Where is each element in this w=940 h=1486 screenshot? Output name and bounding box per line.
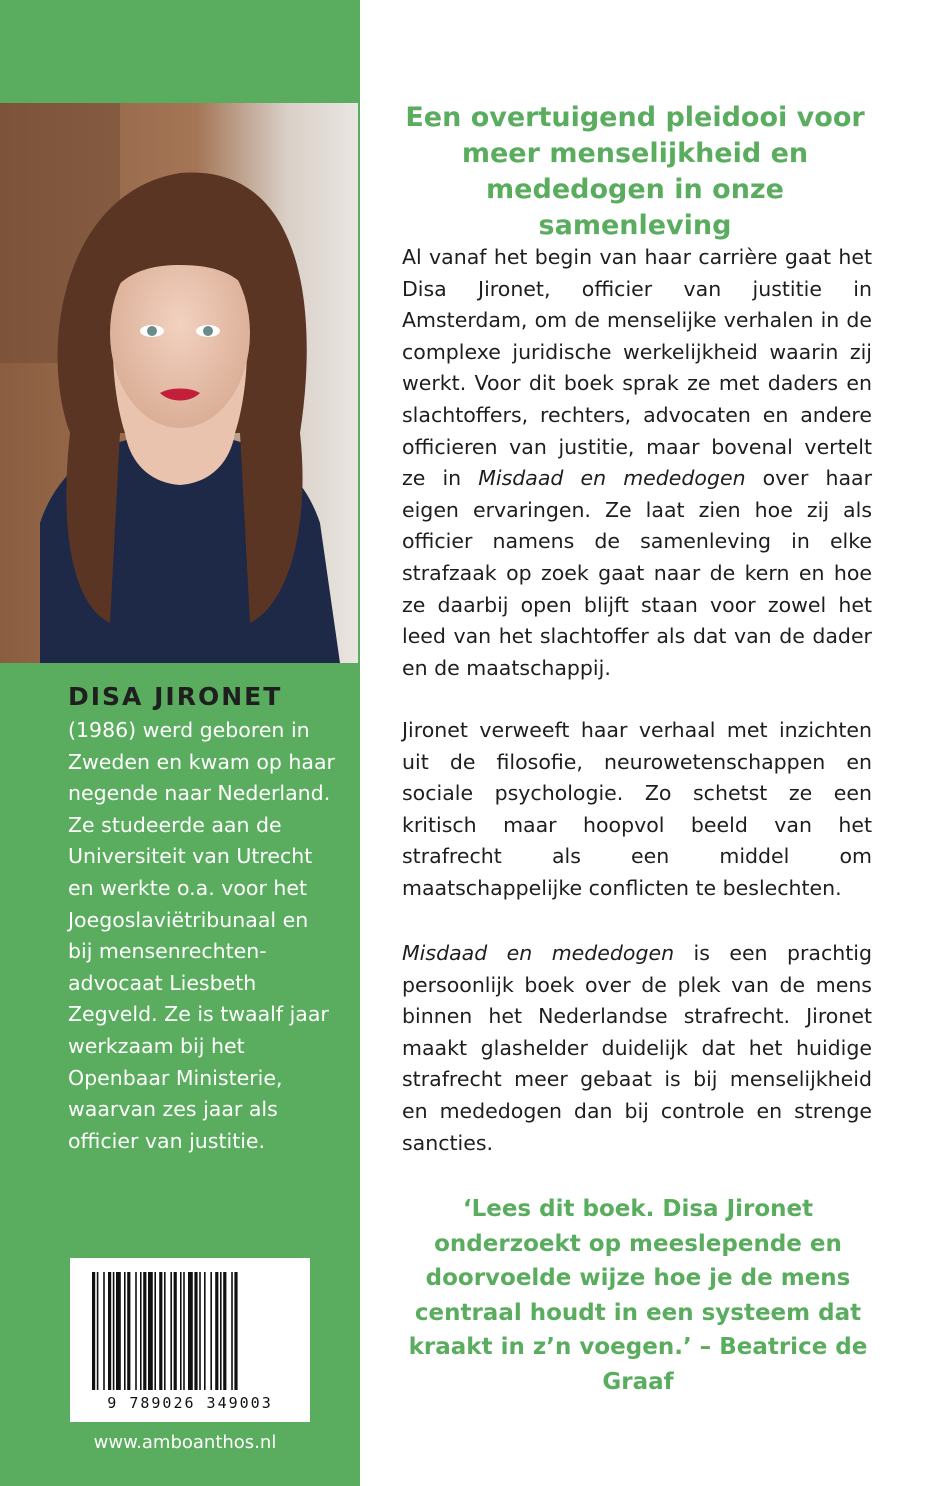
barcode-bar — [140, 1272, 142, 1390]
barcode-bar — [199, 1272, 201, 1390]
barcode-bar — [135, 1272, 137, 1390]
barcode-bar — [159, 1272, 162, 1390]
barcode-bar — [103, 1272, 105, 1390]
barcode-bar — [127, 1272, 130, 1390]
blurb-paragraph-1 — [402, 242, 872, 684]
blurb-paragraph-3 — [402, 938, 872, 1159]
paragraph-3-text: is een prachtig persoonlijk boek over de plek van de mens binnen het Nederlandse strafrecht. Jironet maakt glashelder duidelijk dat het huidige strafrecht meer gebaat is bij menselijkheid en mededogen dan bij controle en strenge sancties. — [402, 941, 872, 1155]
barcode-bars — [90, 1272, 290, 1392]
barcode-bar — [170, 1272, 172, 1390]
barcode-bar — [234, 1272, 237, 1390]
barcode-bar — [183, 1272, 185, 1390]
publisher-website[interactable]: www.amboanthos.nl — [93, 1432, 277, 1453]
barcode-bar — [143, 1272, 146, 1390]
barcode-bar — [215, 1272, 218, 1390]
barcode-bar — [154, 1272, 156, 1390]
paragraph-1-text: Al vanaf het begin van haar carrière gaat het Disa Jironet, officier van justitie in Amsterdam, om de menselijke verhalen in de complexe juridische werkelijkheid waarin zij werkt. Voor dit boek sprak ze met daders en slachtoffers, rechters, advocaten en andere officieren van justitie, maar bovenal vertelt ze in — [402, 245, 872, 491]
headline: Een overtuigend pleidooi voor meer menselijkheid en mededogen in onze samenleving — [405, 102, 865, 241]
barcode-bar — [188, 1272, 193, 1390]
barcode-bar — [194, 1272, 197, 1390]
review-quote: ‘Lees dit boek. Disa Jironet onderzoekt op meeslepende en doorvoelde wijze hoe je de mens centraal houdt in een systeem dat kraakt in z’n voegen.’ – Beatrice de Graaf — [408, 1196, 868, 1395]
barcode-bar — [97, 1272, 99, 1390]
barcode-bar — [174, 1272, 177, 1390]
barcode-bar — [223, 1272, 226, 1390]
barcode-bar — [220, 1272, 222, 1390]
book-title-italic: Misdaad en mededogen — [402, 941, 675, 965]
barcode-bar — [204, 1272, 206, 1390]
paragraph-1-text-cont: over haar eigen ervaringen. Ze laat zien hoe zij als officier namens de samenleving in elke strafzaak op zoek gaat naar de kern en hoe ze daarbij open blijft staan voor zowel het leed van het slachtoffer als dat van de dader en de maatschappij. — [402, 466, 872, 680]
barcode-bar — [148, 1272, 153, 1390]
barcode-bar — [180, 1272, 182, 1390]
barcode-bar — [108, 1272, 111, 1390]
book-title-italic: Misdaad en mededogen — [478, 466, 746, 491]
left-green-panel — [0, 0, 360, 1486]
barcode — [70, 1258, 310, 1422]
barcode-bar — [124, 1272, 126, 1390]
author-bio: (1986) werd geboren in Zweden en kwam op haar negende naar Nederland. Ze studeerde aan de Universiteit van Utrecht en werkte o.a. voor het Joegoslaviëtribunaal en bij mensenrechten-advocaat Liesbeth Zegveld. Ze is twaalf jaar werkzaam bij het Openbaar Ministerie, waarvan zes jaar als officier van justitie. — [68, 718, 335, 1153]
barcode-bar — [92, 1272, 95, 1390]
author-photo — [0, 103, 358, 663]
barcode-bar — [231, 1272, 233, 1390]
barcode-bar — [113, 1272, 115, 1390]
barcode-bar — [164, 1272, 166, 1390]
barcode-bar — [210, 1272, 212, 1390]
author-name: DISA JIRONET — [68, 682, 283, 711]
blurb-paragraph-2: Jironet verweeft haar verhaal met inzichten uit de filosofie, neurowetenschappen en sociale psychologie. Zo schetst ze een kritisch maar hoopvol beeld van het strafrecht als een middel om maatschappelijke conflicten te beslechten. — [402, 718, 872, 900]
barcode-bar — [116, 1272, 121, 1390]
isbn-number: 9 789026 349003 — [107, 1394, 273, 1412]
